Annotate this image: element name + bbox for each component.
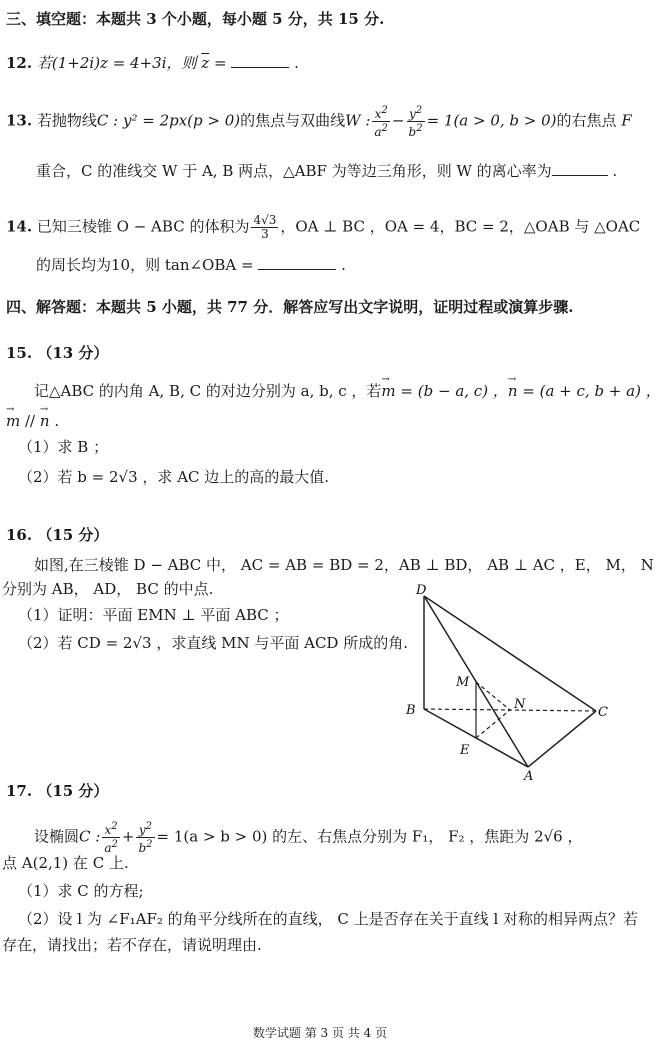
edge-AC [528,711,596,767]
edge-DA [424,596,528,767]
question-15-line1 [34,380,661,402]
question-number: 12. [6,54,33,72]
text: 重合，C 的准线交 W 于 A, B 两点，△ABF 为等边三角形，则 W 的离心率为 [36,162,552,180]
period: . [49,412,60,430]
parallel-sign: // [20,412,40,430]
question-15-part1: （1）求 B ； [18,438,109,456]
focus-F: F [621,111,632,130]
label-A: A [524,769,534,784]
question-14-line1 [6,214,640,241]
question-16-part1: （1）证明：平面 EMN ⊥ 平面 ABC ； [18,606,289,624]
fraction-x2-a2: $\frac{x^2}{a^2}$ [374,105,388,139]
section-header-solutions: 四、解答题：本题共 5 小题，共 77 分．解答应写出文字说明，证明过程或演算步骤. [6,298,574,316]
label-C: C [598,705,608,720]
text: 已知三棱锥 O − ABC 的体积为 [36,217,250,236]
ellipse-condition: = 1(a > b > 0) 的左、右焦点分别为 F₁， F₂ ，焦距为 2√6 ， [156,827,583,846]
text: 的右焦点 [556,111,617,130]
label-N: N [514,697,526,712]
answer-blank [258,255,336,270]
question-text: 若(1+2i)z = 4+3i，则 [36,54,197,72]
text: 记△ABC 的内角 A, B, C 的对边分别为 a, b, c ，若 [34,382,382,400]
equals-sign: = [209,54,232,72]
question-16-line1: 如图,在三棱锥 D − ABC 中， AC = AB = BD = 2，AB ⊥ BD， AB ⊥ AC ，E， M， N [34,556,654,574]
parabola-formula: C : y² = 2px(p > 0) [96,111,241,130]
vector-m: → m [6,410,20,432]
vector-m: → m [381,380,395,402]
fraction-y2-b2: $\frac{y^2}{b^2}$ [138,821,153,855]
vector-n: → n [40,410,50,432]
question-15-heading: 15. （13 分） [6,344,109,362]
hyperbola-name: W : [345,111,371,130]
question-number: 14. [6,217,33,236]
z-conjugate: $\overline{z}$ [201,54,210,72]
question-15-part2: （2）若 b = 2√3 ，求 AC 边上的高的最大值. [18,468,330,486]
text: ，OA ⊥ BC ，OA = 4，BC = 2，△OAB 与 △OAC [280,217,641,236]
text: 设椭圆 [34,827,80,846]
question-15-line2 [6,410,59,432]
question-14-line2: 的周长均为10，则 tan∠OBA = . [36,256,346,274]
question-17-part2-line1: （2）设 l 为 ∠F₁AF₂ 的角平分线所在的直线， C 上是否存在关于直线 l 对称的相异两点？若 [18,910,639,928]
answer-blank [552,161,608,176]
label-E: E [460,743,470,758]
section-header-fill-in: 三、填空题：本题共 3 个小题，每小题 5 分，共 15 分. [6,10,385,28]
text: 的周长均为10，则 tan∠OBA = [36,256,254,274]
answer-blank [231,53,289,68]
question-17-line2: 点 A(2,1) 在 C 上. [2,854,129,872]
question-17-part1: （1）求 C 的方程; [18,882,144,900]
question-13-line1: 13. 若抛物线C : y² = 2px(p > 0)的焦点与双曲线W : $\frac{x^2}{a^2}$ − $\frac{y^2}{b^2}$ = 1(a > 0, b > 0)的右焦点 F [6,105,632,139]
text: 的焦点与双曲线 [240,111,346,130]
fraction-volume: $\frac{4√3}{3}$ [253,213,277,241]
vector-n-value: = (a + c, b + a) ， [517,382,661,400]
fraction-y2-b2: $\frac{y^2}{b^2}$ [408,105,423,139]
question-17-part2-line2: 存在，请找出；若不存在，请说明理由. [2,936,262,954]
fraction-x2-a2: $\frac{x^2}{a^2}$ [104,821,118,855]
question-17-line1: 设椭圆C : $\frac{x^2}{a^2}$ + $\frac{y^2}{b^2}$ = 1(a > b > 0) 的左、右焦点分别为 F₁， F₂ ，焦距为 2√6 ， [34,821,583,855]
question-16-heading: 16. （15 分） [6,526,109,544]
question-16-part2: （2）若 CD = 2√3 ，求直线 MN 与平面 ACD 所成的角. [18,634,408,652]
vector-m-value: = (b − a, c) ， [395,382,508,400]
question-12: 12. 若(1+2i)z = 4+3i，则 $\overline{z}$ = . [6,54,299,72]
text: 若抛物线 [36,111,97,130]
label-D: D [416,583,427,598]
segment-MN [476,682,510,710]
hyperbola-condition: = 1(a > 0, b > 0) [426,111,557,130]
question-16-line2: 分别为 AB， AD， BC 的中点. [2,580,214,598]
page-footer: 数学试题 第 3 页 共 4 页 [252,1026,388,1040]
question-13-line2: 重合，C 的准线交 W 于 A, B 两点，△ABF 为等边三角形，则 W 的离心率为 . [36,162,618,180]
edge-DC [424,596,596,711]
segment-EN [476,710,510,738]
question-number: 13. [6,111,33,130]
label-M: M [456,675,470,690]
ellipse-name: C : [79,827,101,846]
tetrahedron-figure [390,582,620,782]
label-B: B [406,703,416,718]
vector-n: → n [508,380,518,402]
question-17-heading: 17. （15 分） [6,782,109,800]
